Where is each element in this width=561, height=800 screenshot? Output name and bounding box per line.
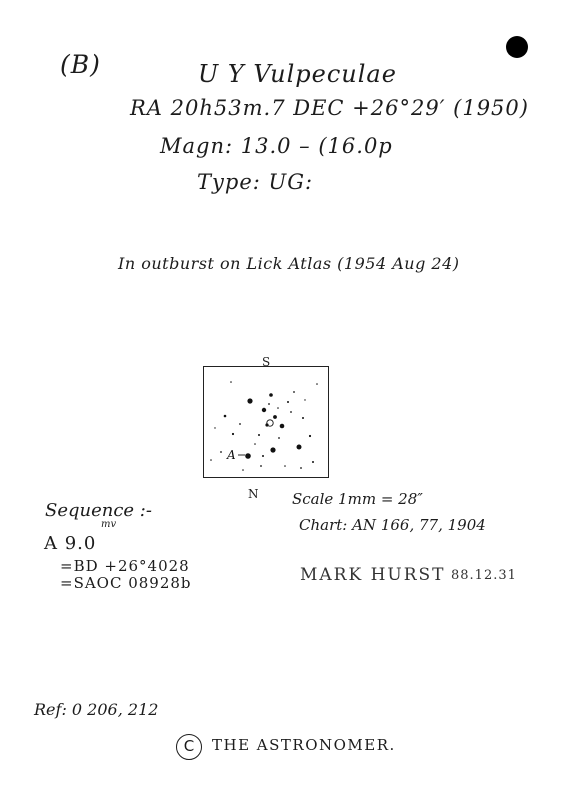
sequence-sao-designation: =SAOC 08928b — [60, 574, 192, 592]
chart-label: (B) — [60, 50, 101, 79]
chart-north-label: N — [248, 487, 259, 501]
variable-type: Type: UG: — [197, 170, 314, 194]
star-name: U Y Vulpeculae — [198, 60, 397, 88]
publisher-credit: THE ASTRONOMER. — [212, 736, 396, 754]
chart-scale: Scale 1mm = 28″ — [292, 490, 423, 508]
outburst-note: In outburst on Lick Atlas (1954 Aug 24) — [118, 254, 460, 273]
punch-hole-dot — [506, 36, 528, 58]
coordinates: RA 20h53m.7 DEC +26°29′ (1950) — [130, 96, 529, 120]
sequence-bd-designation: =BD +26°4028 — [60, 557, 190, 575]
sequence-star-a: A 9.0 — [44, 533, 97, 554]
observation-date: 88.12.31 — [451, 568, 517, 583]
sequence-column-label: mv — [101, 519, 117, 530]
reference: Ref: 0 206, 212 — [34, 700, 159, 719]
copyright-icon: C — [176, 734, 202, 760]
chart-south-label: S — [262, 355, 271, 369]
magnitude-range: Magn: 13.0 – (16.0p — [160, 134, 393, 158]
observer-name: MARK HURST — [300, 565, 446, 585]
finder-chart-frame — [204, 367, 329, 478]
chart-source: Chart: AN 166, 77, 1904 — [299, 516, 486, 534]
sequence-title: Sequence :- — [45, 500, 152, 521]
comparison-star-a-label: A — [227, 448, 236, 462]
variable-star-marker — [267, 420, 273, 426]
finder-chart — [203, 366, 329, 478]
